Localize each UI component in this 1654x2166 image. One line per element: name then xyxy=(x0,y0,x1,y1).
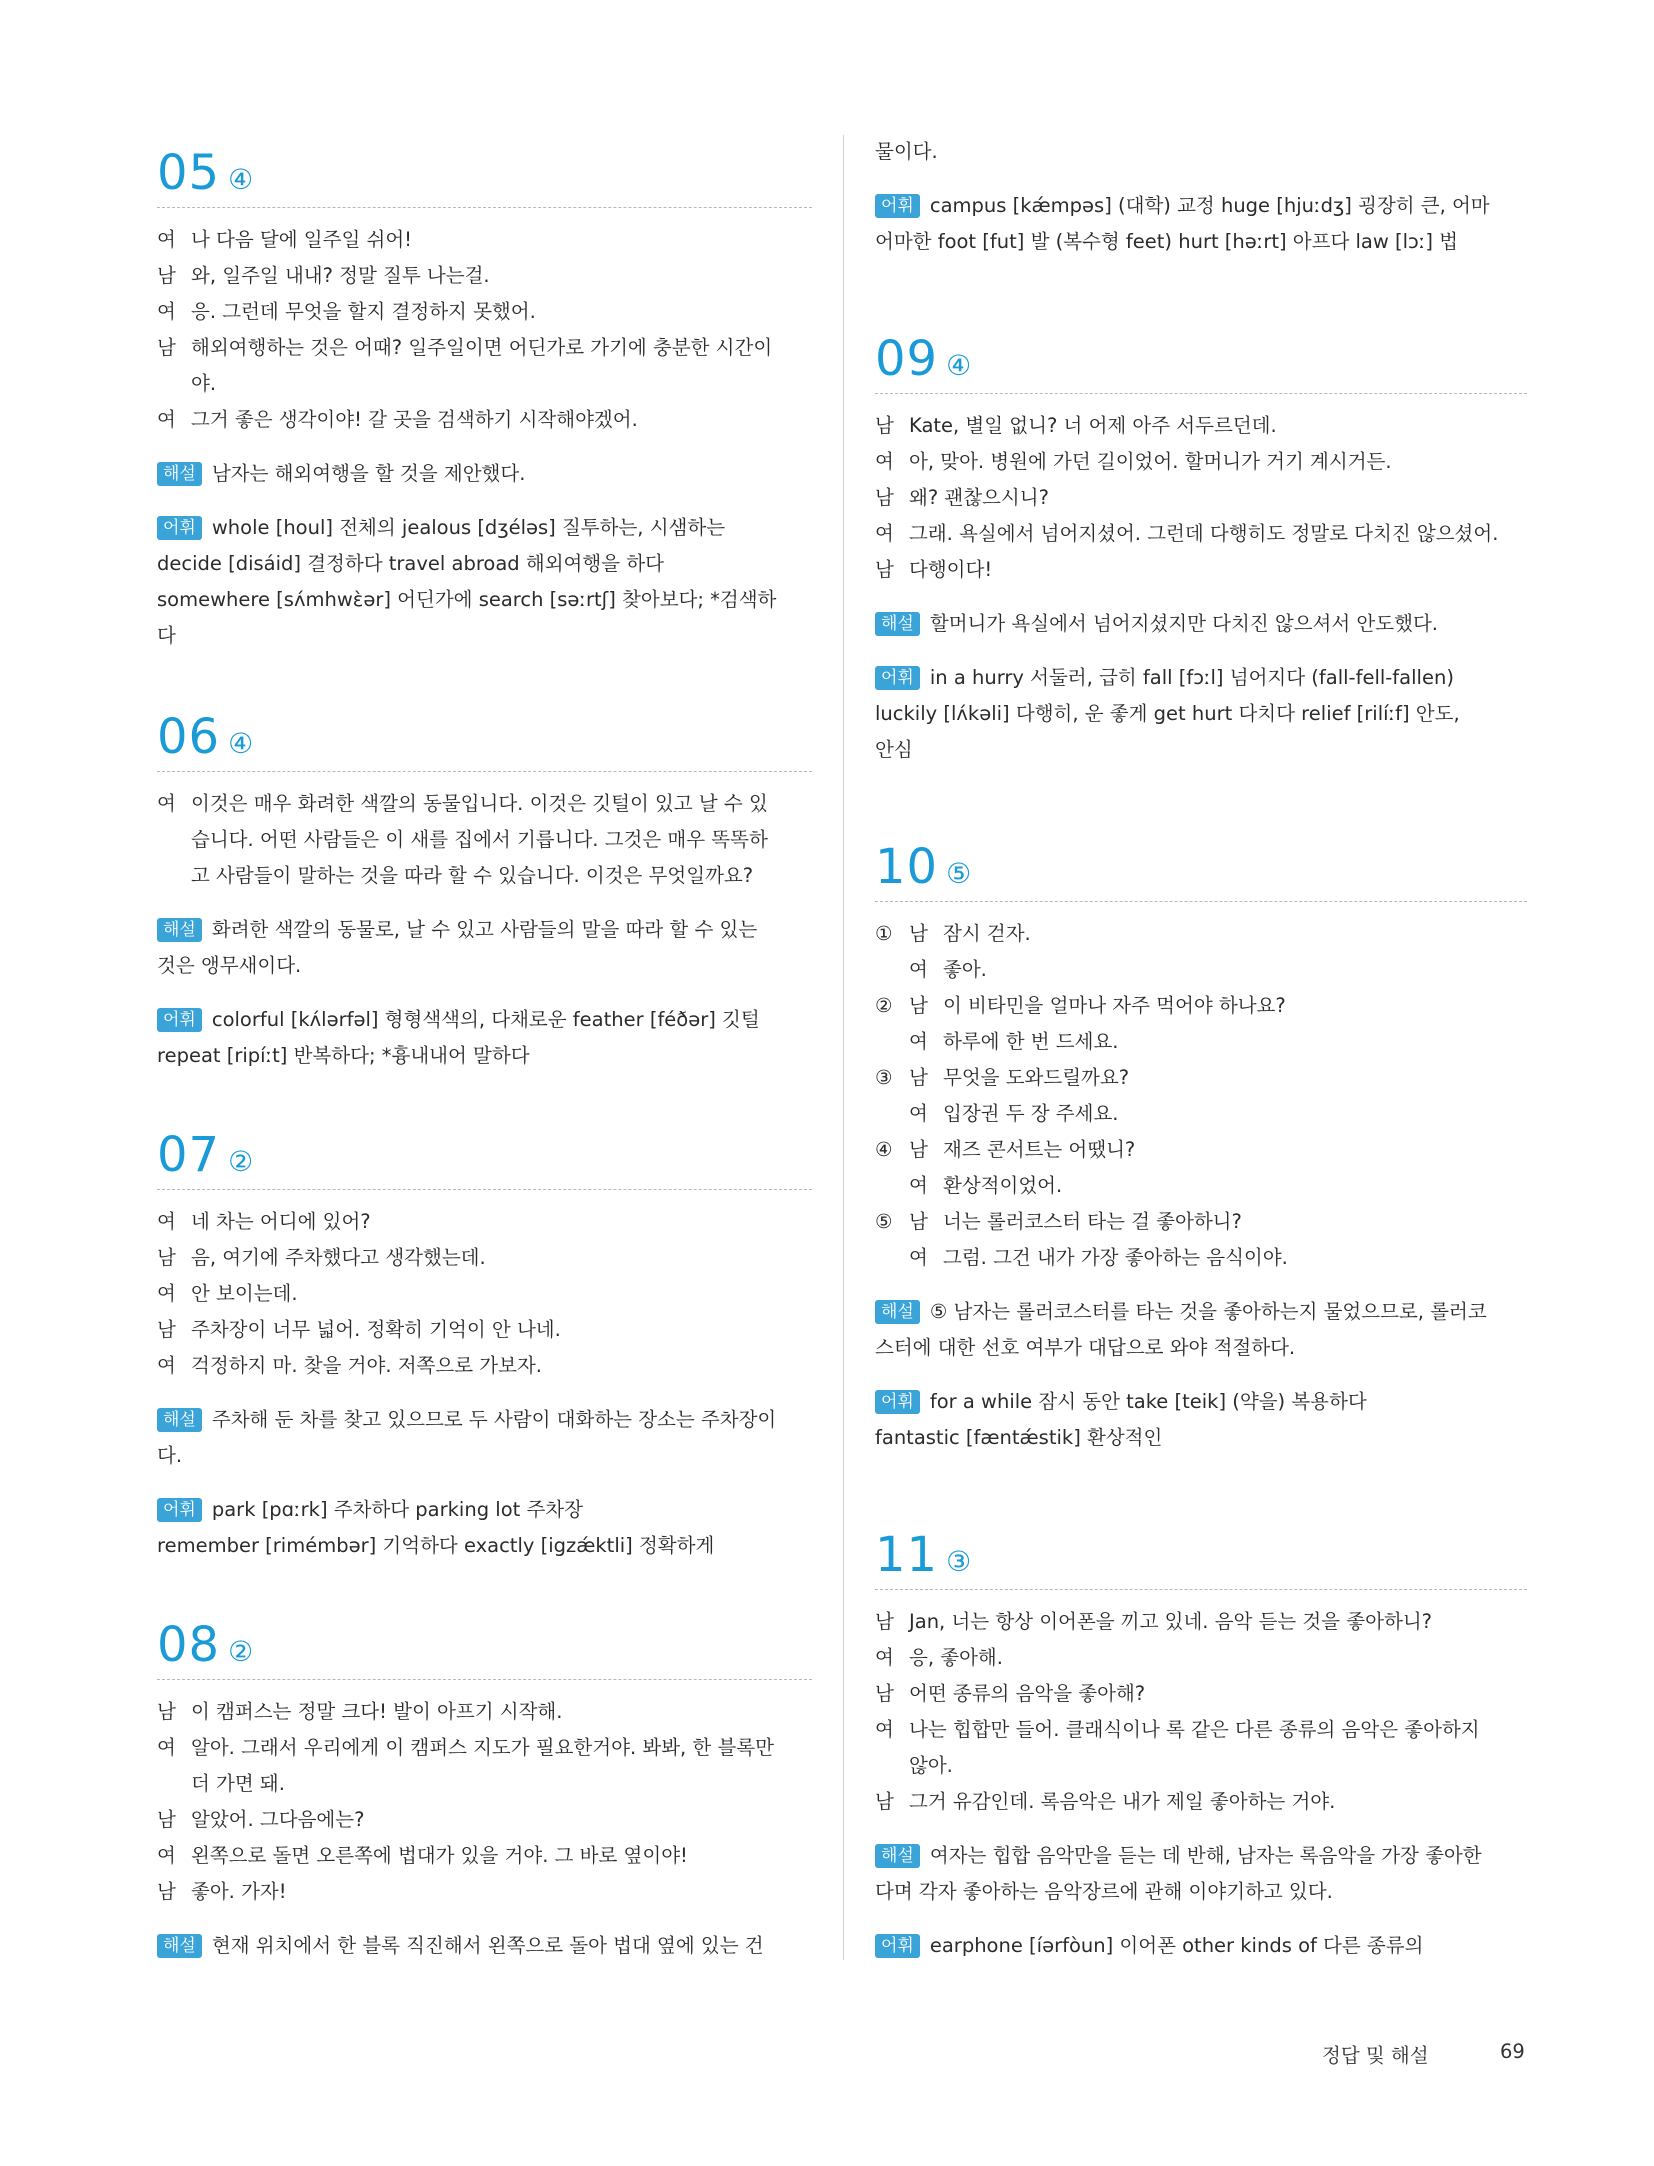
dialogue-line xyxy=(875,552,1527,588)
vocabulary-tag: 어휘 xyxy=(875,194,920,218)
dialogue-line xyxy=(157,1276,812,1312)
dialogue-line xyxy=(157,1838,812,1874)
dialogue-line xyxy=(157,1766,812,1802)
vocabulary-text: fantastic [fæntǽstik] 환상적인 xyxy=(875,1426,1163,1449)
explanation-text: ⑤ 남자는 롤러코스터를 타는 것을 좋아하는지 물었으므로, 롤러코 xyxy=(929,1300,1487,1323)
question-header xyxy=(875,1527,1527,1583)
speaker: 여 xyxy=(157,300,176,323)
footer-label: 정답 및 해설 xyxy=(1322,2044,1429,2067)
speaker: 남 xyxy=(909,994,928,1017)
dialogue-line xyxy=(157,222,812,258)
speaker: 남 xyxy=(875,486,894,509)
dialogue-line xyxy=(157,294,812,330)
option-reply xyxy=(875,1168,1527,1204)
line-text: 잠시 걷자. xyxy=(943,922,1031,945)
explanation-text: 남자는 해외여행을 할 것을 제안했다. xyxy=(211,462,526,485)
vocabulary-text: 다 xyxy=(157,624,176,647)
line-text: 그거 좋은 생각이야! 갈 곳을 검색하기 시작해야겠어. xyxy=(191,408,638,431)
line-text: Jan, 너는 항상 이어폰을 끼고 있네. 음악 듣는 것을 좋아하니? xyxy=(909,1610,1433,1633)
line-text: 나 다음 달에 일주일 쉬어! xyxy=(191,228,412,251)
speaker: 여 xyxy=(157,1282,176,1305)
vocabulary-tag: 어휘 xyxy=(875,1934,920,1958)
line-text: 재즈 콘서트는 어땠니? xyxy=(943,1138,1136,1161)
vocabulary xyxy=(157,1002,812,1074)
explanation-text: 다며 각자 좋아하는 음악장르에 관해 이야기하고 있다. xyxy=(875,1880,1333,1903)
explanation xyxy=(157,456,812,492)
vocabulary-tag: 어휘 xyxy=(157,516,202,540)
vocabulary xyxy=(157,510,812,654)
option-number: ① xyxy=(875,922,893,945)
line-text: 아, 맞아. 병원에 가던 길이었어. 할머니가 거기 계시거든. xyxy=(909,450,1392,473)
option-line xyxy=(875,1132,1527,1168)
line-text: 좋아. xyxy=(943,958,987,981)
question-10 xyxy=(875,839,1527,1456)
line-text: 알았어. 그다음에는? xyxy=(191,1808,365,1831)
explanation-text: 것은 앵무새이다. xyxy=(157,954,302,977)
dashed-rule xyxy=(157,1679,812,1680)
dialogue-line xyxy=(875,516,1527,552)
line-text: 그래. 욕실에서 넘어지셨어. 그런데 다행히도 정말로 다치진 않으셨어. xyxy=(909,522,1499,545)
speaker xyxy=(875,1748,909,1784)
line-text: 왼쪽으로 돌면 오른쪽에 법대가 있을 거야. 그 바로 옆이야! xyxy=(191,1844,688,1867)
line-text: 무엇을 도와드릴까요? xyxy=(943,1066,1130,1089)
vocabulary-tag: 어휘 xyxy=(157,1498,202,1522)
line-text: 다행이다! xyxy=(909,558,993,581)
dialogue xyxy=(875,408,1527,588)
speaker: 남 xyxy=(157,1318,176,1341)
speaker: 여 xyxy=(875,1718,894,1741)
dialogue-line xyxy=(157,786,812,822)
line-text: 그거 유감인데. 록음악은 내가 제일 좋아하는 거야. xyxy=(909,1790,1336,1813)
dashed-rule xyxy=(875,393,1527,394)
explanation-text: 화려한 색깔의 동물로, 날 수 있고 사람들의 말을 따라 할 수 있는 xyxy=(211,918,758,941)
dialogue-line xyxy=(157,402,812,438)
dialogue-line xyxy=(875,408,1527,444)
question-number: 05 xyxy=(157,145,221,201)
question-08 xyxy=(157,1617,812,1964)
explanation xyxy=(157,1928,812,1964)
speaker: 여 xyxy=(157,1354,176,1377)
explanation-tag: 해설 xyxy=(875,612,920,636)
vocabulary-text: remember [rimémbər] 기억하다 exactly [igzǽktli] 정확하게 xyxy=(157,1534,715,1557)
option-line xyxy=(875,916,1527,952)
dialogue-line xyxy=(875,444,1527,480)
dialogue-line xyxy=(157,330,812,366)
dialogue-line xyxy=(157,1694,812,1730)
vocabulary xyxy=(875,1384,1527,1456)
vocabulary-text: somewhere [sʌ́mhwὲər] 어딘가에 search [səːrtʃ] 찾아보다; *검색하 xyxy=(157,588,777,611)
answer-mark: ④ xyxy=(946,349,972,382)
explanation-text: 다. xyxy=(157,1444,183,1467)
dialogue xyxy=(157,1694,812,1910)
vocabulary-text: park [pɑːrk] 주차하다 parking lot 주차장 xyxy=(211,1498,583,1521)
line-text: 더 가면 돼. xyxy=(191,1772,285,1795)
explanation-text: 할머니가 욕실에서 넘어지셨지만 다치진 않으셔서 안도했다. xyxy=(929,612,1438,635)
option-reply xyxy=(875,1240,1527,1276)
dialogue-line xyxy=(157,1802,812,1838)
speaker: 여 xyxy=(909,1102,928,1125)
speaker: 남 xyxy=(875,1682,894,1705)
speaker: 남 xyxy=(157,264,176,287)
question-header xyxy=(157,1127,812,1183)
vocabulary-text: 안심 xyxy=(875,738,913,761)
explanation-text: 주차해 둔 차를 찾고 있으므로 두 사람이 대화하는 장소는 주차장이 xyxy=(211,1408,777,1431)
line-text: 습니다. 어떤 사람들은 이 새를 집에서 기릅니다. 그것은 매우 똑똑하 xyxy=(191,828,768,851)
line-text: 야. xyxy=(191,372,217,395)
vocabulary-text: repeat [ripíːt] 반복하다; *흉내내어 말하다 xyxy=(157,1044,530,1067)
option-reply xyxy=(875,1024,1527,1060)
speaker: 남 xyxy=(875,1790,894,1813)
speaker: 여 xyxy=(157,1736,176,1759)
dialogue-line xyxy=(157,1312,812,1348)
vocabulary-text: colorful [kʌ́lərfəl] 형형색색의, 다채로운 feather [féðər] 깃털 xyxy=(211,1008,760,1031)
speaker: 남 xyxy=(157,1246,176,1269)
speaker: 남 xyxy=(157,1808,176,1831)
explanation xyxy=(875,606,1527,642)
vocabulary-text: earphone [íərfòun] 이어폰 other kinds of 다른 종류의 xyxy=(929,1934,1424,1957)
dialogue-line xyxy=(157,822,812,858)
dialogue xyxy=(875,1604,1527,1820)
question-05 xyxy=(157,145,812,654)
question-header xyxy=(157,709,812,765)
line-text: 왜? 괜찮으시니? xyxy=(909,486,1049,509)
vocabulary-text: in a hurry 서둘러, 급히 fall [fɔːl] 넘어지다 (fall-fell-fallen) xyxy=(929,666,1454,689)
line-text: 환상적이었어. xyxy=(943,1174,1063,1197)
explanation xyxy=(157,912,812,984)
question-11 xyxy=(875,1527,1527,1964)
answer-mark: ⑤ xyxy=(946,857,972,890)
options-list xyxy=(875,916,1527,1276)
line-text: 걱정하지 마. 찾을 거야. 저쪽으로 가보자. xyxy=(191,1354,542,1377)
speaker: 남 xyxy=(909,922,928,945)
question-header xyxy=(875,331,1527,387)
speaker: 여 xyxy=(157,1210,176,1233)
question-header xyxy=(157,145,812,201)
dialogue-line xyxy=(157,366,812,402)
speaker xyxy=(157,1766,191,1802)
question-header xyxy=(157,1617,812,1673)
speaker xyxy=(157,366,191,402)
question-08-continued xyxy=(875,134,1527,260)
line-text: 너는 롤러코스터 타는 걸 좋아하니? xyxy=(943,1210,1242,1233)
dialogue-line xyxy=(157,1874,812,1910)
speaker: 여 xyxy=(157,228,176,251)
line-text: 나는 힙합만 들어. 클래식이나 록 같은 다른 종류의 음악은 좋아하지 xyxy=(909,1718,1480,1741)
speaker xyxy=(157,858,191,894)
dialogue-line xyxy=(875,1784,1527,1820)
explanation-text: 스터에 대한 선호 여부가 대답으로 와야 적절하다. xyxy=(875,1336,1296,1359)
explanation-tag: 해설 xyxy=(875,1300,920,1324)
explanation-tag: 해설 xyxy=(157,462,202,486)
vocabulary-tag: 어휘 xyxy=(875,1390,920,1414)
speaker: 남 xyxy=(157,1700,176,1723)
vocabulary xyxy=(875,188,1527,260)
answer-mark: ④ xyxy=(228,727,254,760)
explanation-tag: 해설 xyxy=(157,918,202,942)
line-text: 이 비타민을 얼마나 자주 먹어야 하나요? xyxy=(943,994,1286,1017)
dialogue-line xyxy=(157,1240,812,1276)
speaker: 남 xyxy=(875,414,894,437)
vocabulary-text: for a while 잠시 동안 take [teik] (약을) 복용하다 xyxy=(929,1390,1367,1413)
question-number: 06 xyxy=(157,709,221,765)
line-text: 네 차는 어디에 있어? xyxy=(191,1210,371,1233)
answer-mark: ② xyxy=(228,1635,254,1668)
option-line xyxy=(875,988,1527,1024)
speaker: 여 xyxy=(909,958,928,981)
line-text: 어떤 종류의 음악을 좋아해? xyxy=(909,1682,1146,1705)
speaker: 여 xyxy=(909,1174,928,1197)
question-number: 09 xyxy=(875,331,939,387)
speaker: 남 xyxy=(157,1880,176,1903)
speaker: 여 xyxy=(875,522,894,545)
line-text: 응, 좋아해. xyxy=(909,1646,1003,1669)
question-number: 10 xyxy=(875,839,939,895)
line-text: 와, 일주일 내내? 정말 질투 나는걸. xyxy=(191,264,490,287)
line-text: 음, 여기에 주차했다고 생각했는데. xyxy=(191,1246,486,1269)
explanation-text: 여자는 힙합 음악만을 듣는 데 반해, 남자는 록음악을 가장 좋아한 xyxy=(929,1844,1482,1867)
option-line xyxy=(875,1060,1527,1096)
explanation-text: 물이다. xyxy=(875,140,938,163)
line-text: 해외여행하는 것은 어때? 일주일이면 어딘가로 가기에 충분한 시간이 xyxy=(191,336,773,359)
explanation xyxy=(157,1402,812,1474)
vocabulary-tag: 어휘 xyxy=(875,666,920,690)
line-text: 하루에 한 번 드세요. xyxy=(943,1030,1119,1053)
option-reply xyxy=(875,952,1527,988)
explanation-continued xyxy=(875,134,1527,170)
option-number: ⑤ xyxy=(875,1210,893,1233)
vocabulary-text: luckily [lʌ́kəli] 다행히, 운 좋게 get hurt 다치다 relief [rilíːf] 안도, xyxy=(875,702,1460,725)
dialogue-line xyxy=(157,1730,812,1766)
answer-mark: ③ xyxy=(946,1545,972,1578)
option-number: ③ xyxy=(875,1066,893,1089)
dialogue xyxy=(157,222,812,438)
speaker xyxy=(157,822,191,858)
line-text: 입장권 두 장 주세요. xyxy=(943,1102,1119,1125)
vocabulary-text: whole [houl] 전체의 jealous [dʒéləs] 질투하는, 시샘하는 xyxy=(211,516,726,539)
dashed-rule xyxy=(157,771,812,772)
vocabulary-text: campus [kǽmpəs] (대학) 교정 huge [hjuːdʒ] 굉장히 큰, 어마 xyxy=(929,194,1490,217)
dialogue-line xyxy=(157,858,812,894)
question-header xyxy=(875,839,1527,895)
line-text: 주차장이 너무 넓어. 정확히 기억이 안 나네. xyxy=(191,1318,561,1341)
speaker: 남 xyxy=(909,1066,928,1089)
dialogue-line xyxy=(875,480,1527,516)
speaker: 여 xyxy=(875,450,894,473)
speaker: 남 xyxy=(909,1138,928,1161)
option-reply xyxy=(875,1096,1527,1132)
vocabulary-text: 어마한 foot [fut] 발 (복수형 feet) hurt [həːrt] 아프다 law [lɔː] 법 xyxy=(875,230,1458,253)
question-number: 08 xyxy=(157,1617,221,1673)
dialogue-line xyxy=(875,1604,1527,1640)
option-line xyxy=(875,1204,1527,1240)
speaker: 남 xyxy=(875,1610,894,1633)
question-09 xyxy=(875,331,1527,768)
speaker: 남 xyxy=(875,558,894,581)
dashed-rule xyxy=(875,901,1527,902)
question-07 xyxy=(157,1127,812,1564)
line-text: 않아. xyxy=(909,1754,953,1777)
dialogue xyxy=(157,1204,812,1384)
speaker: 남 xyxy=(909,1210,928,1233)
line-text: 응. 그런데 무엇을 할지 결정하지 못했어. xyxy=(191,300,536,323)
dialogue-line xyxy=(875,1748,1527,1784)
dialogue-line xyxy=(875,1676,1527,1712)
vocabulary xyxy=(875,1928,1527,1964)
speaker: 여 xyxy=(157,1844,176,1867)
question-06 xyxy=(157,709,812,1074)
line-text: 이 캠퍼스는 정말 크다! 발이 아프기 시작해. xyxy=(191,1700,563,1723)
line-text: 알아. 그래서 우리에게 이 캠퍼스 지도가 필요한거야. 봐봐, 한 블록만 xyxy=(191,1736,774,1759)
speaker: 여 xyxy=(909,1030,928,1053)
explanation-text: 현재 위치에서 한 블록 직진해서 왼쪽으로 돌아 법대 옆에 있는 건 xyxy=(211,1934,764,1957)
option-number: ② xyxy=(875,994,893,1017)
vocabulary-text: decide [disáid] 결정하다 travel abroad 해외여행을 하다 xyxy=(157,552,664,575)
line-text: 그럼. 그건 내가 가장 좋아하는 음식이야. xyxy=(943,1246,1288,1269)
answer-mark: ④ xyxy=(228,163,254,196)
dialogue-line xyxy=(157,1204,812,1240)
explanation-tag: 해설 xyxy=(157,1408,202,1432)
line-text: 안 보이는데. xyxy=(191,1282,298,1305)
line-text: 좋아. 가자! xyxy=(191,1880,287,1903)
speaker: 여 xyxy=(909,1246,928,1269)
line-text: Kate, 별일 없니? 너 어제 아주 서두르던데. xyxy=(909,414,1277,437)
speaker: 여 xyxy=(875,1646,894,1669)
column-divider xyxy=(843,135,844,1960)
dashed-rule xyxy=(157,1189,812,1190)
dashed-rule xyxy=(875,1589,1527,1590)
page-number: 69 xyxy=(1500,2040,1525,2063)
dialogue-line xyxy=(157,258,812,294)
explanation-tag: 해설 xyxy=(875,1844,920,1868)
vocabulary xyxy=(157,1492,812,1564)
question-number: 11 xyxy=(875,1527,939,1583)
vocabulary xyxy=(875,660,1527,768)
speaker: 여 xyxy=(157,408,176,431)
line-text: 이것은 매우 화려한 색깔의 동물입니다. 이것은 깃털이 있고 날 수 있 xyxy=(191,792,768,815)
dashed-rule xyxy=(157,207,812,208)
line-text: 고 사람들이 말하는 것을 따라 할 수 있습니다. 이것은 무엇일까요? xyxy=(191,864,754,887)
vocabulary-tag: 어휘 xyxy=(157,1008,202,1032)
speaker: 여 xyxy=(157,792,176,815)
question-number: 07 xyxy=(157,1127,221,1183)
dialogue-line xyxy=(875,1640,1527,1676)
answer-mark: ② xyxy=(228,1145,254,1178)
explanation xyxy=(875,1838,1527,1910)
speaker: 남 xyxy=(157,336,176,359)
dialogue-line xyxy=(875,1712,1527,1748)
explanation xyxy=(875,1294,1527,1366)
dialogue-line xyxy=(157,1348,812,1384)
explanation-tag: 해설 xyxy=(157,1934,202,1958)
option-number: ④ xyxy=(875,1138,893,1161)
dialogue xyxy=(157,786,812,894)
